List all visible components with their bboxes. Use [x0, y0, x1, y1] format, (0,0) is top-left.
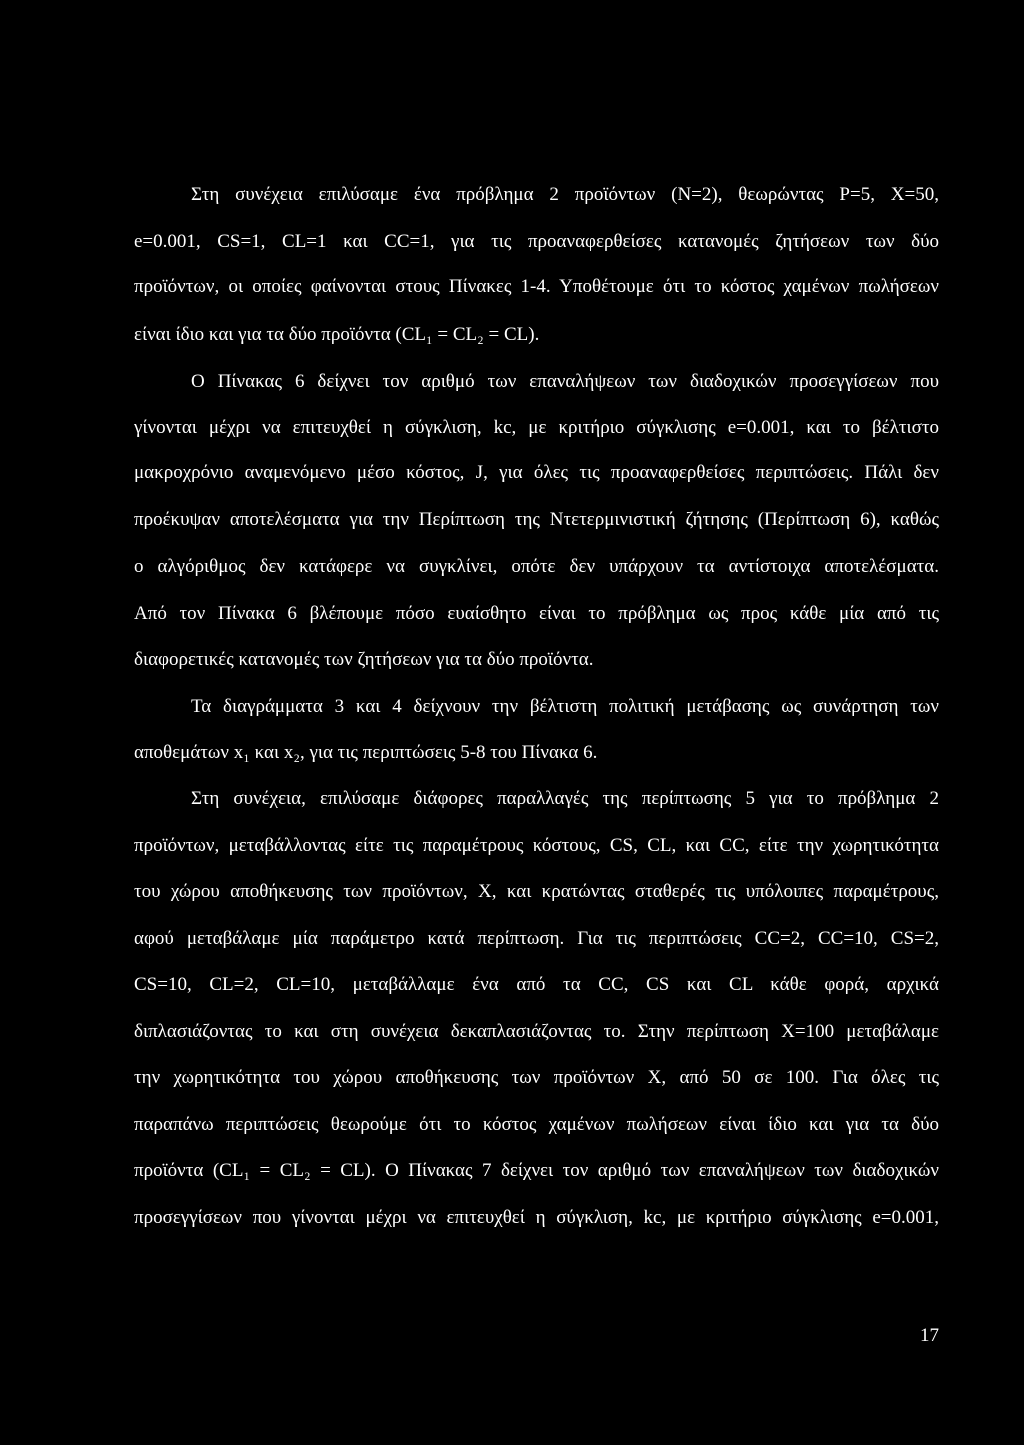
paragraph-line: αποθεμάτων x₁ και x₂, για τις περιπτώσεις 5-8 του Πίνακα 6. [134, 742, 598, 763]
paragraph-line: CS=10, CL=2, CL=10, μεταβάλλαμε ένα από τα CC, CS και CL κάθε φορά, αρχικά [134, 974, 939, 995]
paragraph-line: προϊόντων, οι οποίες φαίνονται στους Πίνακες 1-4. Υποθέτουμε ότι το κόστος χαμένων πωλήσεων [134, 276, 939, 297]
paragraph-line: προέκυψαν αποτελέσματα για την Περίπτωση της Ντετερμινιστική ζήτησης (Περίπτωση 6), καθώς [134, 509, 939, 530]
paragraph-line: την χωρητικότητα του χώρου αποθήκευσης των προϊόντων X, από 50 σε 100. Για όλες τις [134, 1067, 939, 1088]
paragraph-line: προϊόντων, μεταβάλλοντας είτε τις παραμέτρους κόστους, CS, CL, και CC, είτε την χωρητικότητα [134, 835, 939, 856]
paragraph-line: είναι ίδιο και για τα δύο προϊόντα (CL₁ = CL₂ = CL). [134, 324, 540, 345]
paragraph-line: ο αλγόριθμος δεν κατάφερε να συγκλίνει, οπότε δεν υπάρχουν τα αντίστοιχα αποτελέσματα. [134, 556, 939, 577]
paragraph-line: του χώρου αποθήκευσης των προϊόντων, X, και κρατώντας σταθερές τις υπόλοιπες παραμέτρους, [134, 881, 939, 902]
paragraph-line: προσεγγίσεων που γίνονται μέχρι να επιτευχθεί η σύγκλιση, kc, με κριτήριο σύγκλισης e=0.001, [134, 1207, 939, 1228]
paragraph-line: μακροχρόνιο αναμενόμενο μέσο κόστος, J, για όλες τις προαναφερθείσες περιπτώσεις. Πάλι δεν [134, 462, 939, 483]
paragraph-line: διαφορετικές κατανομές των ζητήσεων για τα δύο προϊόντα. [134, 649, 594, 670]
paragraph-line: Τα διαγράμματα 3 και 4 δείχνουν την βέλτιστη πολιτική μετάβασης ως συνάρτηση των [191, 696, 939, 717]
paragraph-line: γίνονται μέχρι να επιτευχθεί η σύγκλιση, kc, με κριτήριο σύγκλισης e=0.001, και το βέλτιστο [134, 417, 939, 438]
paragraph-line: Στη συνέχεια επιλύσαμε ένα πρόβλημα 2 προϊόντων (Ν=2), θεωρώντας P=5, X=50, [191, 184, 939, 205]
paragraph-line: διπλασιάζοντας το και στη συνέχεια δεκαπλασιάζοντας το. Στην περίπτωση X=100 μεταβάλαμε [134, 1021, 939, 1042]
paragraph-line: παραπάνω περιπτώσεις θεωρούμε ότι το κόστος χαμένων πωλήσεων είναι ίδιο και για τα δύο [134, 1114, 939, 1135]
paragraph-line: Από τον Πίνακα 6 βλέπουμε πόσο ευαίσθητο είναι το πρόβλημα ως προς κάθε μία από τις [134, 603, 939, 624]
paragraph-line: e=0.001, CS=1, CL=1 και CC=1, για τις προαναφερθείσες κατανομές ζητήσεων των δύο [134, 231, 939, 252]
paragraph-line: Στη συνέχεια, επιλύσαμε διάφορες παραλλαγές της περίπτωσης 5 για το πρόβλημα 2 [191, 788, 939, 809]
paragraph-line: αφού μεταβάλαμε μία παράμετρο κατά περίπτωση. Για τις περιπτώσεις CC=2, CC=10, CS=2, [134, 928, 939, 949]
page-number: 17 [920, 1325, 939, 1346]
paragraph-line: προϊόντα (CL₁ = CL₂ = CL). Ο Πίνακας 7 δείχνει τον αριθμό των επαναλήψεων των διαδοχικών [134, 1160, 939, 1181]
paragraph-line: Ο Πίνακας 6 δείχνει τον αριθμό των επαναλήψεων των διαδοχικών προσεγγίσεων που [191, 371, 939, 392]
